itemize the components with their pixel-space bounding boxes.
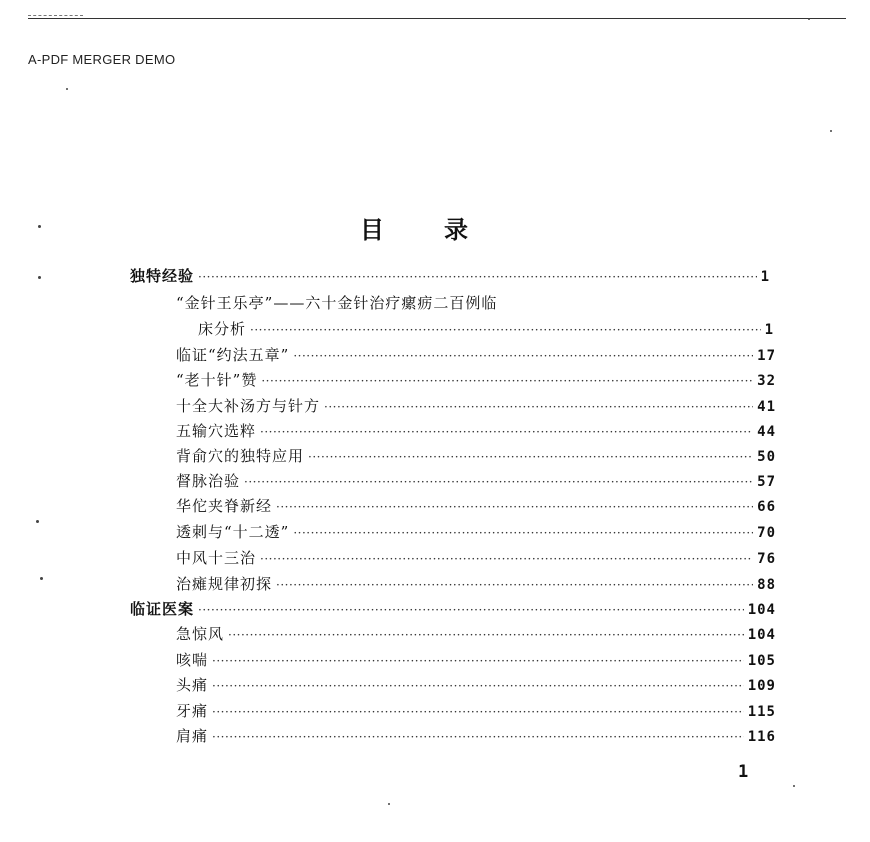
toc-entry-title: 头痛 [176, 676, 209, 694]
dot-leader [212, 650, 744, 672]
dot-leader [261, 370, 753, 392]
toc-entry[interactable] [176, 573, 776, 595]
toc-entry-page: 115 [747, 704, 776, 720]
page-title [360, 210, 560, 245]
page-number: 1 [738, 762, 749, 782]
dot-leader [260, 548, 753, 570]
scan-speck [40, 577, 43, 580]
toc-entry-page: 66 [757, 499, 776, 515]
scan-speck [36, 520, 39, 523]
toc-entry[interactable] [176, 674, 776, 696]
toc-entry-page: 17 [757, 348, 776, 364]
dot-leader [228, 624, 744, 646]
dot-leader [260, 421, 753, 443]
toc-entry-page: 44 [757, 424, 776, 440]
toc-entry-page: 1 [760, 269, 770, 285]
toc-entry-page: 88 [757, 577, 776, 593]
dot-leader [276, 496, 753, 518]
toc-entry-page: 109 [747, 678, 776, 694]
toc-entry[interactable] [176, 344, 776, 366]
toc-entry-title: 中风十三治 [176, 549, 257, 567]
dot-leader [212, 726, 744, 748]
dot-leader [293, 345, 753, 367]
toc-entry-title: 肩痛 [176, 727, 209, 745]
scan-speck [793, 785, 795, 787]
toc-entry-title: 牙痛 [176, 702, 209, 720]
dot-leader [276, 574, 753, 596]
header-rule [28, 18, 846, 19]
toc-entry-title: “老十针”赞 [176, 371, 258, 389]
toc-entry-title: 独特经验 [130, 267, 195, 285]
toc-entry-title: 督脉治验 [176, 472, 241, 490]
toc-entry[interactable] [176, 623, 776, 645]
toc-entry[interactable] [176, 369, 776, 391]
toc-entry[interactable] [176, 395, 776, 417]
toc-entry-title: 床分析 [198, 320, 247, 338]
toc-entry-page: 105 [747, 653, 776, 669]
toc-entry-page: 116 [747, 729, 776, 745]
toc-entry-page: 104 [747, 602, 776, 618]
toc-entry[interactable] [176, 445, 776, 467]
toc-entry-title: 咳喘 [176, 651, 209, 669]
toc-entry-page: 104 [747, 627, 776, 643]
toc-entry-title: 十全大补汤方与针方 [176, 397, 321, 415]
toc-entry[interactable] [130, 265, 770, 287]
dot-leader [250, 319, 761, 341]
toc-entry[interactable] [176, 700, 776, 722]
toc-entry[interactable] [176, 470, 776, 492]
toc-entry-title: 临证医案 [130, 600, 195, 618]
dot-leader [212, 701, 744, 723]
toc-entry[interactable] [176, 725, 776, 747]
dot-leader [198, 266, 757, 288]
dot-leader [324, 396, 753, 418]
toc-entry-title: 急惊风 [176, 625, 225, 643]
toc-entry-page: 41 [757, 399, 776, 415]
toc-entry-title: “金针王乐亭”——六十金针治疗瘰疬二百例临 [176, 294, 498, 312]
toc-entry[interactable] [198, 318, 774, 340]
dot-leader [212, 675, 744, 697]
toc-entry-title: 治瘫规律初探 [176, 575, 273, 593]
dot-leader [308, 446, 753, 468]
dot-leader [293, 522, 753, 544]
title-char-1: 目 [360, 215, 444, 244]
scan-speck [38, 225, 41, 228]
toc-entry-page: 76 [757, 551, 776, 567]
toc-entry[interactable] [176, 521, 776, 543]
toc-entry-page: 1 [764, 322, 774, 338]
dot-leader [198, 599, 744, 621]
scan-speck [38, 276, 41, 279]
toc-entry[interactable] [176, 292, 776, 314]
toc-entry[interactable] [130, 598, 776, 620]
toc-entry-title: 五输穴选粹 [176, 422, 257, 440]
toc-entry[interactable] [176, 495, 776, 517]
watermark-text: A-PDF MERGER DEMO [28, 52, 176, 67]
title-char-2: 录 [444, 215, 528, 244]
toc-entry-title: 临证“约法五章” [176, 346, 290, 364]
toc-entry[interactable] [176, 649, 776, 671]
scan-speck [66, 88, 68, 90]
scan-speck [808, 18, 810, 20]
toc-entry-title: 透刺与“十二透” [176, 523, 290, 541]
header-rule-dash [28, 15, 83, 16]
scan-speck [388, 803, 390, 805]
toc-entry-page: 57 [757, 474, 776, 490]
toc-entry-page: 70 [757, 525, 776, 541]
scan-speck [830, 130, 832, 132]
dot-leader [244, 471, 753, 493]
toc-entry[interactable] [176, 547, 776, 569]
toc-entry-title: 华佗夹脊新经 [176, 497, 273, 515]
toc-entry-page: 32 [757, 373, 776, 389]
toc-entry[interactable] [176, 420, 776, 442]
toc-entry-page: 50 [757, 449, 776, 465]
toc-entry-title: 背俞穴的独特应用 [176, 447, 305, 465]
